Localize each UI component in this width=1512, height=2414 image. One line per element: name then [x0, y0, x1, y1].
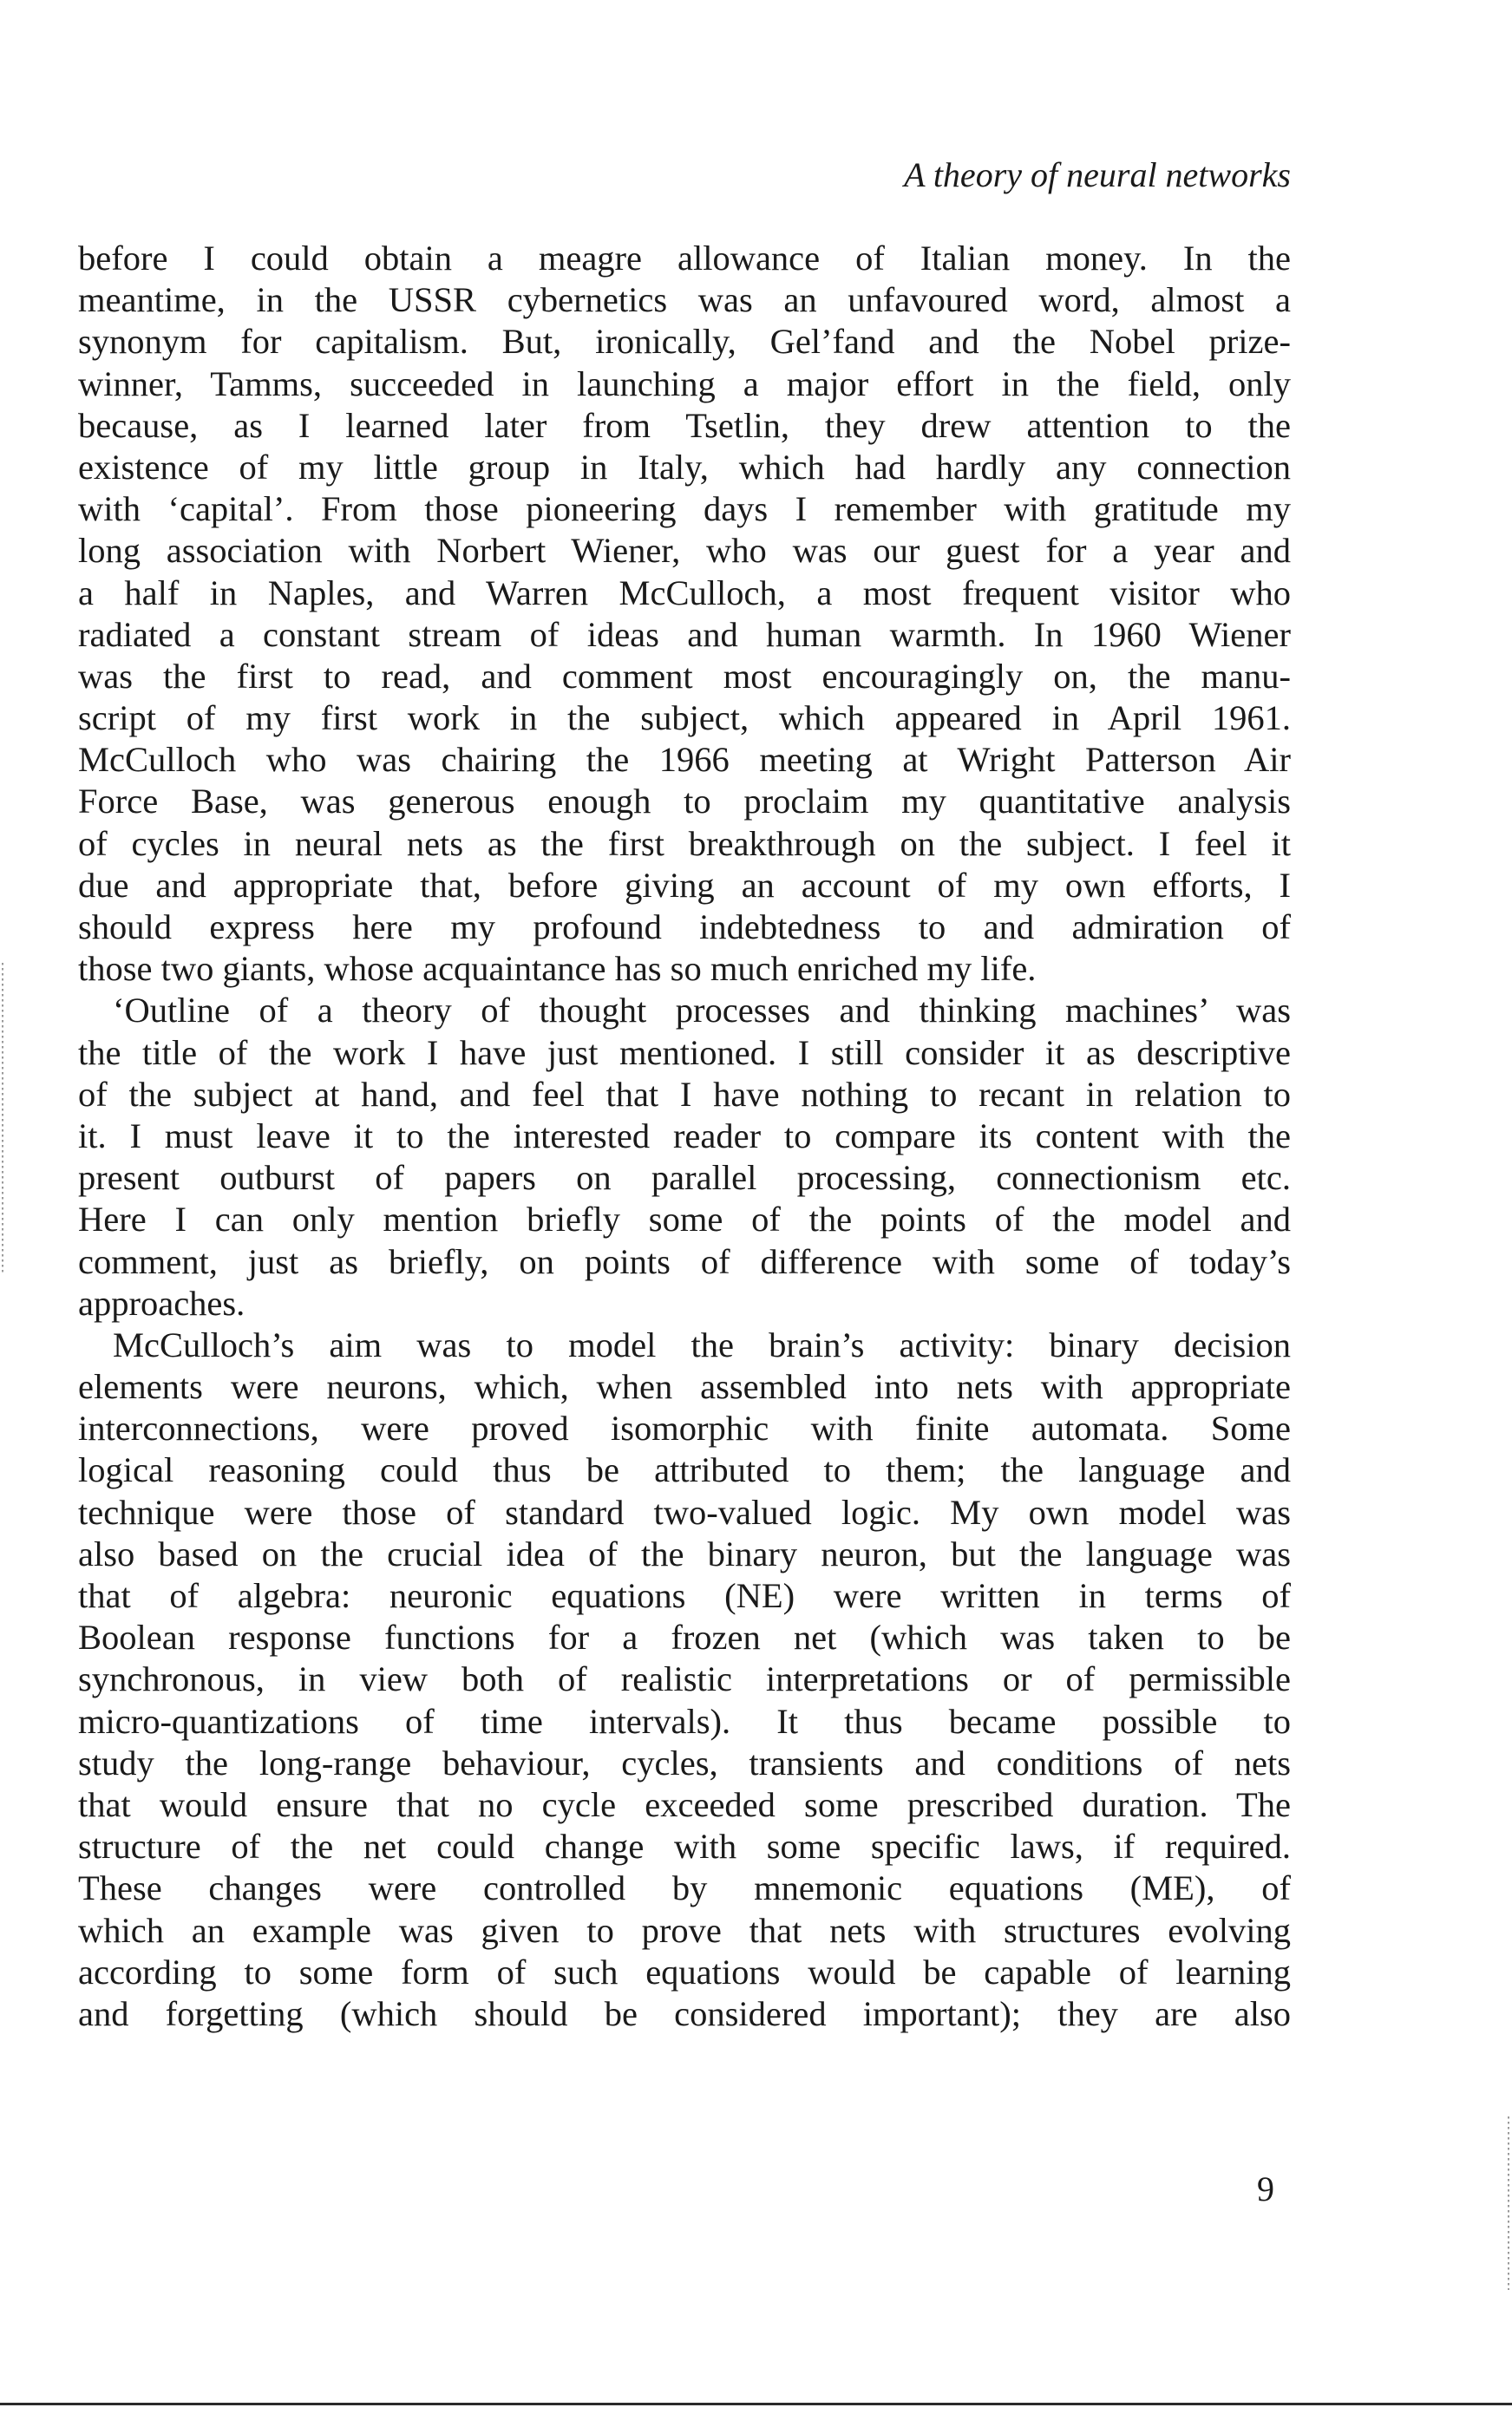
- text-line: also based on the crucial idea of the binary neuron, but the language was: [78, 1534, 1291, 1573]
- text-line: with ‘capital’. From those pioneering days I remember with gratitude my: [78, 489, 1291, 529]
- text-line: present outburst of papers on parallel processing, connectionism etc.: [78, 1158, 1291, 1198]
- text-line: due and appropriate that, before giving an account of my own efforts, I: [78, 865, 1291, 905]
- text-line: interconnections, were proved isomorphic with finite automata. Some: [78, 1409, 1291, 1449]
- scan-bottom-edge: [0, 2403, 1512, 2405]
- text-line: synonym for capitalism. But, ironically, Gel’fand and the Nobel prize-: [78, 322, 1291, 362]
- text-line: of the subject at hand, and feel that I have nothing to recant in relation to: [78, 1074, 1291, 1114]
- text-line: micro-quantizations of time intervals). It thus became possible to: [78, 1701, 1291, 1741]
- text-line: comment, just as briefly, on points of difference with some of today’s: [78, 1241, 1291, 1281]
- text-line: Boolean response functions for a frozen net (which was taken to be: [78, 1618, 1291, 1658]
- text-line: technique were those of standard two-valued logic. My own model was: [78, 1492, 1291, 1532]
- text-line: it. I must leave it to the interested reader to compare its content with the: [78, 1115, 1291, 1155]
- text-line: script of my first work in the subject, which appeared in April 1961.: [78, 698, 1291, 738]
- text-line: that of algebra: neuronic equations (NE) were written in terms of: [78, 1576, 1291, 1615]
- text-line: These changes were controlled by mnemonic equations (ME), of: [78, 1868, 1291, 1908]
- text-line: Force Base, was generous enough to proclaim my quantitative analysis: [78, 782, 1291, 821]
- text-line: McCulloch who was chairing the 1966 meeting at Wright Patterson Air: [78, 740, 1291, 780]
- text-line: synchronous, in view both of realistic interpretations or of permissible: [78, 1659, 1291, 1699]
- text-line: long association with Norbert Wiener, who was our guest for a year and: [78, 531, 1291, 571]
- text-line: radiated a constant stream of ideas and human warmth. In 1960 Wiener: [78, 614, 1291, 654]
- text-line: those two giants, whose acquaintance has so much enriched my life.: [78, 949, 1037, 989]
- text-line: logical reasoning could thus be attributed to them; the language and: [78, 1450, 1291, 1490]
- text-line: winner, Tamms, succeeded in launching a major effort in the field, only: [78, 363, 1291, 403]
- text-line: which an example was given to prove that nets with structures evolving: [78, 1910, 1291, 1950]
- text-line: that would ensure that no cycle exceeded some prescribed duration. The: [78, 1784, 1291, 1824]
- text-line: structure of the net could change with some specific laws, if required.: [78, 1827, 1291, 1867]
- text-line: study the long-range behaviour, cycles, transients and conditions of nets: [78, 1743, 1291, 1783]
- page-number: 9: [1257, 2169, 1274, 2208]
- running-head: A theory of neural networks: [904, 155, 1291, 194]
- text-line: Here I can only mention briefly some of the points of the model and: [78, 1200, 1291, 1240]
- text-line: approaches.: [78, 1283, 245, 1323]
- text-line: elements were neurons, which, when assembled into nets with appropriate: [78, 1367, 1291, 1407]
- body-text: [78, 238, 1291, 2035]
- text-line: ‘Outline of a theory of thought processes and thinking machines’ was: [113, 991, 1291, 1030]
- text-line: and forgetting (which should be considered important); they are also: [78, 1993, 1291, 2033]
- text-line: existence of my little group in Italy, which had hardly any connection: [78, 447, 1291, 487]
- scan-margin-marks-right: [1508, 2116, 1509, 2290]
- text-line: a half in Naples, and Warren McCulloch, a most frequent visitor who: [78, 572, 1291, 612]
- text-line: was the first to read, and comment most encouragingly on, the manu-: [78, 656, 1291, 696]
- text-line: before I could obtain a meagre allowance of Italian money. In the: [78, 239, 1291, 278]
- text-line: according to some form of such equations would be capable of learning: [78, 1952, 1291, 1992]
- text-line: the title of the work I have just mentioned. I still consider it as descriptive: [78, 1032, 1291, 1072]
- text-line: should express here my profound indebtedness to and admiration of: [78, 907, 1291, 946]
- text-line: meantime, in the USSR cybernetics was an unfavoured word, almost a: [78, 280, 1291, 320]
- text-line: McCulloch’s aim was to model the brain’s activity: binary decision: [113, 1325, 1291, 1364]
- text-line: because, as I learned later from Tsetlin, they drew attention to the: [78, 405, 1291, 445]
- scan-margin-marks-left: [2, 963, 3, 1275]
- text-line: of cycles in neural nets as the first breakthrough on the subject. I feel it: [78, 823, 1291, 863]
